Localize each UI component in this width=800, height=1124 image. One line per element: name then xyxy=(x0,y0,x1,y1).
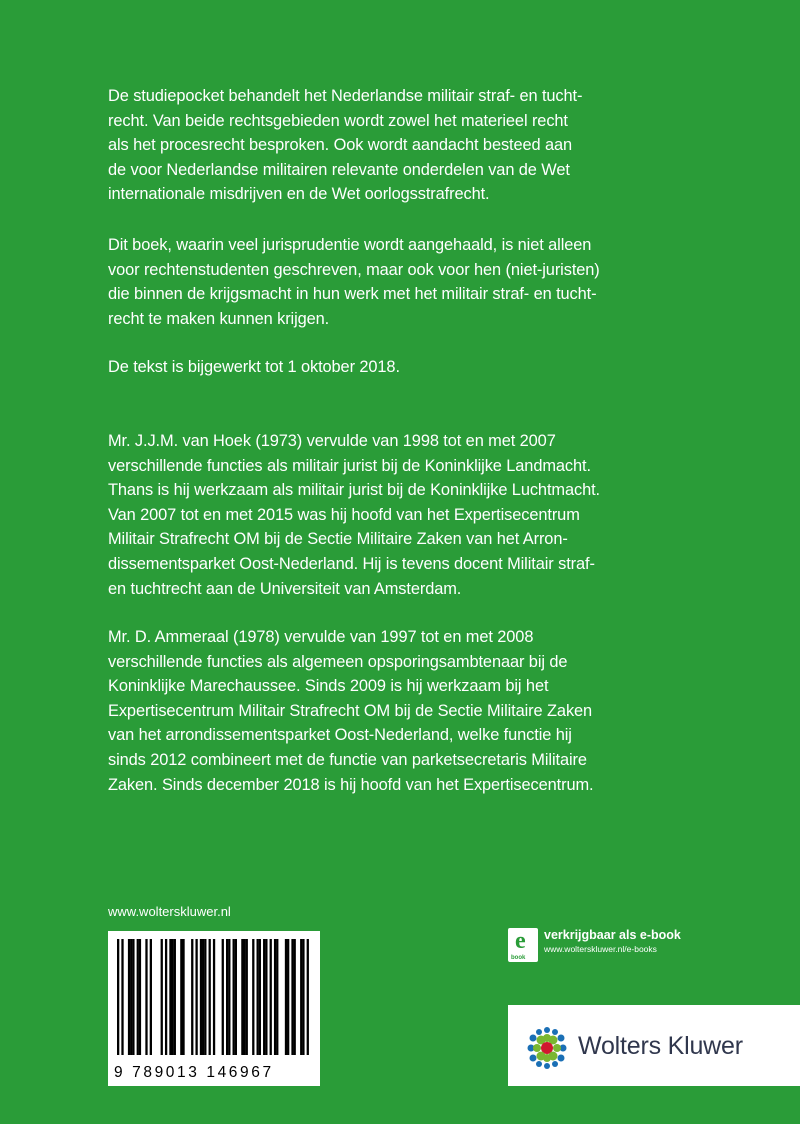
barcode-bars xyxy=(117,939,311,1055)
barcode-bar xyxy=(226,939,228,1055)
description-paragraph-2 xyxy=(108,233,693,331)
barcode-bar xyxy=(241,939,243,1055)
barcode-bar xyxy=(302,939,304,1055)
barcode-bar xyxy=(222,939,224,1055)
barcode-bar xyxy=(259,939,261,1055)
wolters-kluwer-logo-icon xyxy=(525,1026,569,1070)
logo-dot xyxy=(558,1055,565,1062)
barcode-bar xyxy=(209,939,211,1055)
logo-dot xyxy=(544,1027,550,1033)
barcode-bar xyxy=(137,939,139,1055)
barcode-bar xyxy=(233,939,235,1055)
barcode-bar xyxy=(161,939,163,1055)
barcode-bar xyxy=(182,939,184,1055)
logo-dot xyxy=(533,1044,541,1052)
barcode-bar xyxy=(285,939,287,1055)
author-bio-ammeraal xyxy=(108,625,693,797)
isbn-number: 9 789013 146967 xyxy=(114,1064,274,1081)
barcode-bar xyxy=(300,939,302,1055)
logo-dot xyxy=(530,1035,537,1042)
barcode-bar xyxy=(246,939,248,1055)
barcode-bar xyxy=(132,939,134,1055)
logo-dot xyxy=(536,1061,542,1067)
barcode-bar xyxy=(169,939,171,1055)
barcode-bar xyxy=(121,939,123,1055)
barcode-bar xyxy=(243,939,245,1055)
barcode-bar xyxy=(171,939,173,1055)
barcode-bar xyxy=(252,939,254,1055)
barcode-bar xyxy=(204,939,206,1055)
barcode-bar xyxy=(202,939,204,1055)
update-note xyxy=(108,355,693,380)
ebook-icon-letter: e xyxy=(515,928,526,954)
logo-dot xyxy=(543,1054,551,1062)
barcode-bar xyxy=(291,939,293,1055)
logo-dot xyxy=(553,1044,561,1052)
paragraph-text: Dit boek, waarin veel jurisprudentie wordt aangehaald, is niet alleen voor rechtenstudenten geschreven, maar ook voor hen (niet-juristen) die binnen de krijgsmacht in hun werk met het militair straf- en tucht- recht te maken kunnen krijgen. xyxy=(108,236,600,328)
logo-dot xyxy=(536,1029,542,1035)
ebook-icon xyxy=(508,928,538,962)
barcode-bar xyxy=(276,939,278,1055)
publisher-name: Wolters Kluwer xyxy=(578,1032,743,1060)
logo-dot xyxy=(552,1029,558,1035)
barcode-bar xyxy=(213,939,215,1055)
barcode-bar xyxy=(174,939,176,1055)
barcode-bar xyxy=(307,939,309,1055)
barcode-bar xyxy=(294,939,296,1055)
logo-dot xyxy=(544,1063,550,1069)
ebook-icon-caption: book xyxy=(511,955,526,961)
barcode xyxy=(108,931,320,1086)
logo-dot xyxy=(558,1035,565,1042)
ebook-badge xyxy=(508,928,681,962)
paragraph-text: Mr. D. Ammeraal (1978) vervulde van 1997 tot en met 2008 verschillende functies als algemeen opsporingsambtenaar bij de Koninklijke Marechaussee. Sinds 2009 is hij werkzaam bij het Expertisecentrum Militair Strafrecht OM bij de Sectie Militaire Zaken van het arrondissementsparket Oost-Nederland, welke functie hij sinds 2012 combineert met de functie van parketsecretaris Militaire Zaken. Sinds december 2018 is hij hoofd van het Expertisecentrum. xyxy=(108,628,594,794)
logo-dot xyxy=(530,1055,537,1062)
publisher-logo-box xyxy=(508,1005,800,1086)
ebook-label: verkrijgbaar als e-book xyxy=(544,928,681,942)
logo-dot xyxy=(543,1034,551,1042)
barcode-bar xyxy=(180,939,182,1055)
barcode-bar xyxy=(228,939,230,1055)
barcode-bar xyxy=(139,939,141,1055)
barcode-bar xyxy=(287,939,289,1055)
author-bio-van-hoek xyxy=(108,429,693,601)
barcode-bar xyxy=(265,939,267,1055)
barcode-bar xyxy=(195,939,197,1055)
barcode-bar xyxy=(145,939,147,1055)
logo-dot xyxy=(552,1061,558,1067)
barcode-bar xyxy=(200,939,202,1055)
website-url: www.wolterskluwer.nl xyxy=(108,904,231,919)
paragraph-text: De studiepocket behandelt het Nederlandse militair straf- en tucht- recht. Van beide rechtsgebieden wordt zowel het materieel recht als het procesrecht besproken. Ook wordt aandacht besteed aan de voor Nederlandse militairen relevante onderdelen van de Wet internationale misdrijven en de Wet oorlogsstrafrecht. xyxy=(108,87,583,204)
barcode-bar xyxy=(128,939,130,1055)
description-paragraph-1 xyxy=(108,84,693,207)
barcode-bar xyxy=(165,939,167,1055)
barcode-bar xyxy=(257,939,259,1055)
barcode-bar xyxy=(270,939,272,1055)
barcode-bar xyxy=(235,939,237,1055)
barcode-bar xyxy=(117,939,119,1055)
barcode-bar xyxy=(263,939,265,1055)
barcode-bar xyxy=(130,939,132,1055)
barcode-bar xyxy=(191,939,193,1055)
barcode-bar xyxy=(150,939,152,1055)
ebook-url: www.wolterskluwer.nl/e-books xyxy=(544,944,657,954)
paragraph-text: De tekst is bijgewerkt tot 1 oktober 2018. xyxy=(108,358,400,376)
barcode-bar xyxy=(274,939,276,1055)
paragraph-text: Mr. J.J.M. van Hoek (1973) vervulde van 1998 tot en met 2007 verschillende functies als militair jurist bij de Koninklijke Landmacht. Thans is hij werkzaam als militair jurist bij de Koninklijke Luchtmacht. Van 2007 tot en met 2015 was hij hoofd van het Expertisecentrum Militair Strafrecht OM bij de Sectie Militaire Zaken van het Arron- dissementsparket Oost-Nederland. Hij is tevens docent Militair straf- en tuchtrecht aan de Universiteit van Amsterdam. xyxy=(108,432,600,598)
